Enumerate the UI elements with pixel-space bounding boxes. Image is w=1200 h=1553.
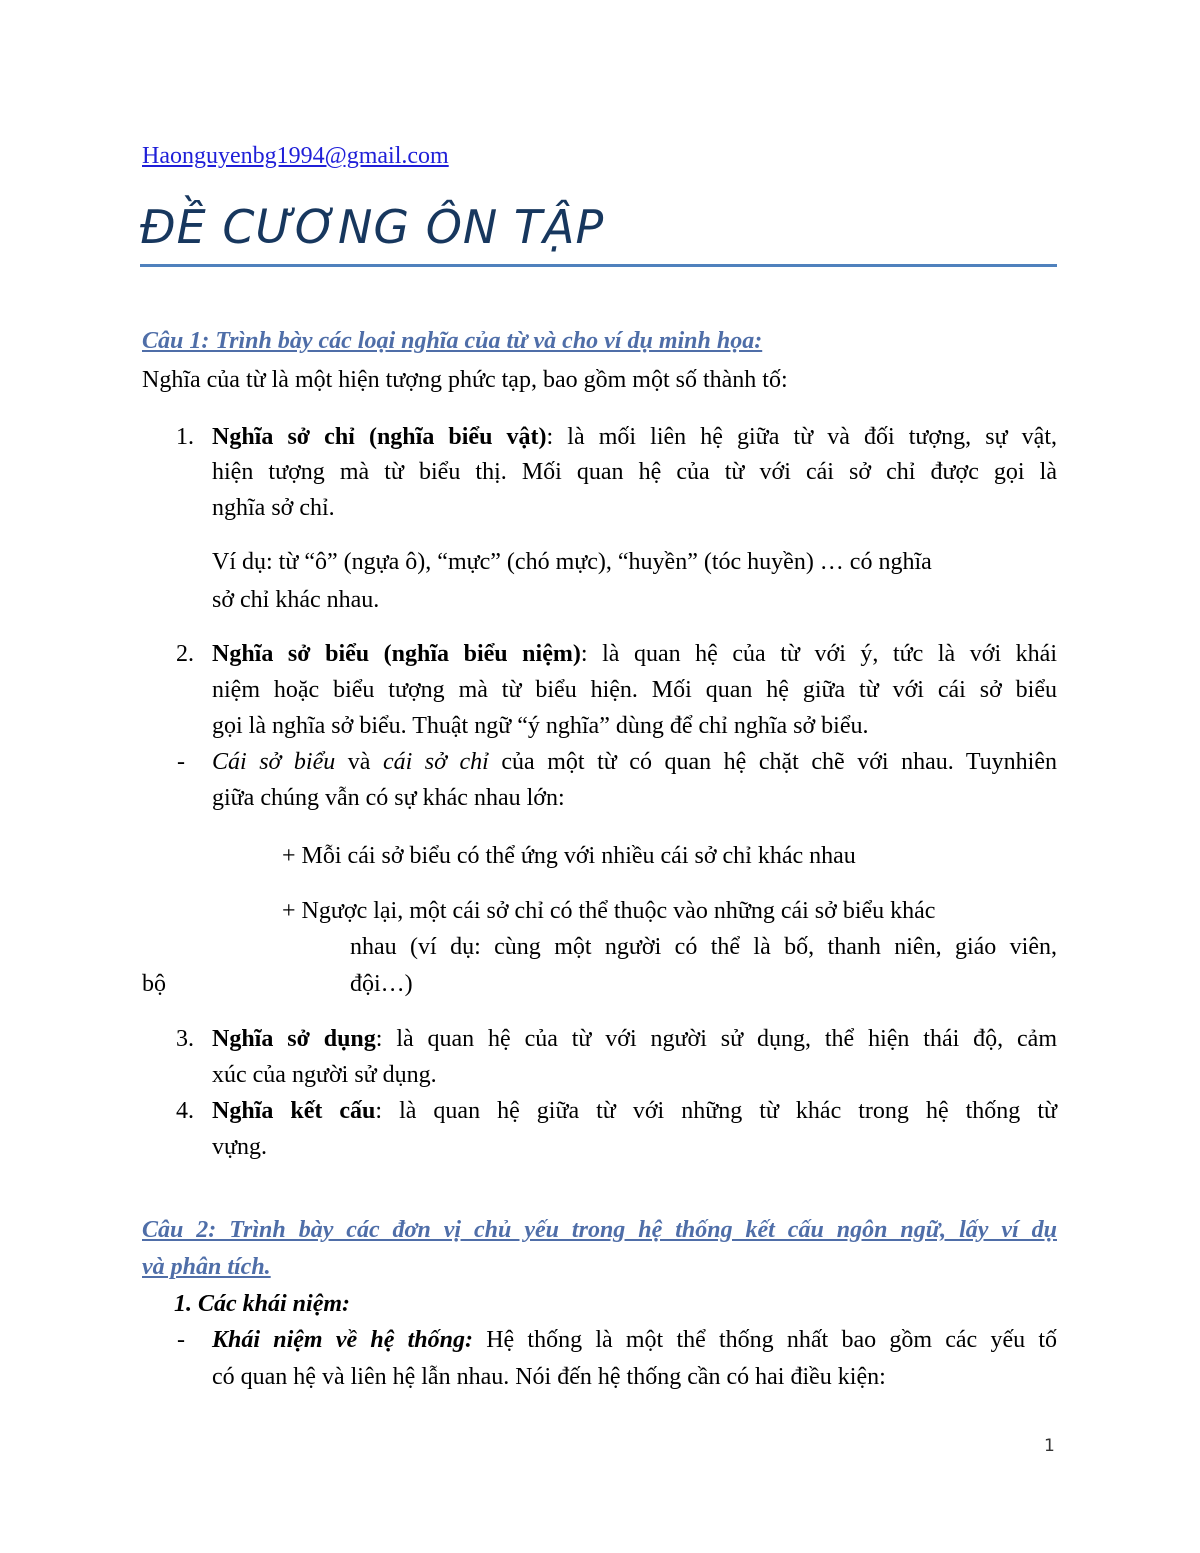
item-1-example-line-1: Ví dụ: từ “ô” (ngựa ô), “mực” (chó mực), “huyền” (tóc huyền) … có nghĩa <box>212 549 932 575</box>
item-4-line-1 <box>212 1093 1057 1129</box>
item-4-line-2: vựng. <box>212 1134 268 1160</box>
plus-item-1: + Mỗi cái sở biểu có thể ứng với nhiều cái sở chỉ khác nhau <box>282 843 856 869</box>
question-1-heading: Câu 1: Trình bày các loại nghĩa của từ và cho ví dụ minh họa: <box>142 328 763 354</box>
item-4-term: Nghĩa kết cấu <box>212 1098 376 1124</box>
q2-dash-term: Khái niệm về hệ thống: <box>212 1327 473 1353</box>
item-1-line-1 <box>212 419 1057 455</box>
q2-dash-line-1-text: Hệ thống là một thể thống nhất bao gồm các yếu tố <box>472 1327 1057 1353</box>
item-4-line-1-text: : là quan hệ giữa từ với những từ khác trong hệ thống từ <box>375 1098 1057 1124</box>
dash-em-2: cái sở chỉ <box>382 749 489 775</box>
question-2-heading-line-2: và phân tích. <box>142 1254 271 1280</box>
section-1-heading: 1. Các khái niệm: <box>174 1291 351 1317</box>
q2-dash-line-2: có quan hệ và liên hệ lẫn nhau. Nói đến hệ thống cần có hai điều kiện: <box>212 1364 886 1390</box>
item-2-line-1-text: : là quan hệ của từ với ý, tức là với khái <box>580 641 1058 667</box>
list-number-1: 1. <box>176 424 194 450</box>
item-1-line-2: hiện tượng mà từ biểu thị. Mối quan hệ của từ với cái sở chỉ được gọi là <box>212 459 1057 485</box>
question-1-intro: Nghĩa của từ là một hiện tượng phức tạp, bao gồm một số thành tố: <box>142 367 788 393</box>
plus-item-2-line-3-left: bộ <box>142 971 166 997</box>
dash-line-2: giữa chúng vẫn có sự khác nhau lớn: <box>212 785 565 811</box>
question-2-heading-line-1: Câu 2: Trình bày các đơn vị chủ yếu trong hệ thống kết cấu ngôn ngữ, lấy ví dụ <box>142 1217 1057 1243</box>
dash-t1: và <box>335 749 383 775</box>
document-title: ĐỀ CƯƠNG ÔN TẬP <box>140 200 605 254</box>
item-1-line-3: nghĩa sở chỉ. <box>212 495 335 521</box>
list-number-3: 3. <box>176 1026 194 1052</box>
dash-bullet: - <box>177 749 185 775</box>
dash-line-1 <box>212 744 1057 780</box>
item-2-line-1 <box>212 636 1057 672</box>
plus-item-2-line-3-right: đội…) <box>350 971 413 997</box>
item-3-line-1 <box>212 1021 1057 1057</box>
plus-item-2-line-1: + Ngược lại, một cái sở chỉ có thể thuộc vào những cái sở biểu khác <box>282 898 936 924</box>
item-1-example-line-2: sở chỉ khác nhau. <box>212 587 380 613</box>
item-1-term: Nghĩa sở chỉ (nghĩa biểu vật) <box>212 424 547 450</box>
item-3-term: Nghĩa sở dụng <box>212 1026 376 1052</box>
author-email-link[interactable]: Haonguyenbg1994@gmail.com <box>142 143 449 169</box>
title-underline-rule <box>140 264 1057 267</box>
q2-dash-bullet: - <box>177 1327 185 1353</box>
item-3-line-1-text: : là quan hệ của từ với người sử dụng, thể hiện thái độ, cảm <box>375 1026 1057 1052</box>
item-3-line-2: xúc của người sử dụng. <box>212 1062 437 1088</box>
dash-em-1: Cái sở biểu <box>212 749 336 775</box>
q2-dash-line-1 <box>212 1322 1057 1358</box>
list-number-2: 2. <box>176 641 194 667</box>
item-2-line-2: niệm hoặc biểu tượng mà từ biểu hiện. Mối quan hệ giữa từ với cái sở biểu <box>212 677 1057 703</box>
plus-item-2-line-2: nhau (ví dụ: cùng một người có thể là bố, thanh niên, giáo viên, <box>350 934 1057 960</box>
page-number: 1 <box>1044 1436 1055 1456</box>
item-2-term: Nghĩa sở biểu (nghĩa biểu niệm) <box>212 641 581 667</box>
list-number-4: 4. <box>176 1098 194 1124</box>
dash-t2: của một từ có quan hệ chặt chẽ với nhau. Tuynhiên <box>488 749 1057 775</box>
item-2-line-3: gọi là nghĩa sở biểu. Thuật ngữ “ý nghĩa” dùng để chỉ nghĩa sở biểu. <box>212 713 869 739</box>
item-1-line-1-text: : là mối liên hệ giữa từ và đối tượng, sự vật, <box>546 424 1058 450</box>
